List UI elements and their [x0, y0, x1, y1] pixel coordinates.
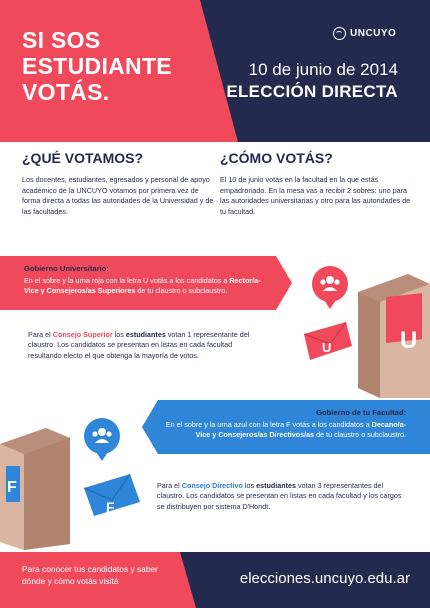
header-banner — [0, 0, 430, 142]
election-type: ELECCIÓN DIRECTA — [226, 82, 398, 101]
election-website-link[interactable]: elecciones.uncuyo.edu.ar — [239, 570, 410, 587]
hero-line-3: VOTÁS. — [22, 79, 110, 105]
university-candidates: Rector/a-Vice y Consejeros/as Superiores — [24, 276, 261, 295]
what-we-vote-body: Los docentes, estudiantes, egresados y personal de apoyo académico de la UNCUYO votamos por primera vez de forma directa a todas las autoridades de la Universidad y de las facultades. — [22, 175, 214, 216]
desc-text: Para el — [28, 330, 53, 339]
faculty-candidates: Decano/a-Vice y Consejeros/as Directivos/as — [195, 420, 406, 439]
envelope-letter-u: U — [322, 340, 332, 355]
hero-line-2: ESTUDIANTE — [22, 53, 172, 79]
university-government-banner — [0, 256, 276, 310]
faculty-government-banner — [158, 400, 430, 454]
university-government-title: Gobierno Universitario: — [24, 264, 109, 273]
superior-council-description — [28, 330, 260, 361]
ballot-letter-u: U — [400, 327, 418, 354]
logo-text: UNCUYO — [350, 28, 397, 39]
how-you-vote-section — [220, 150, 412, 217]
logo-icon — [333, 27, 346, 40]
hero-line-1: SI SOS — [22, 27, 101, 53]
footer — [0, 552, 430, 608]
envelope-letter-f: F — [106, 499, 115, 515]
desc-text: votan 1 representante del claustro. Los candidatos se presentan en listas en cada facultad resultando electo el que obtenga la mayoría de votos. — [28, 330, 250, 360]
ballot-box-icon — [0, 418, 150, 550]
how-you-vote-body: El 10 de junio votás en la facultad en la que estás empadronado. En la mesa vas a recibir 2 sobres: uno para las autoridades universitarias y otro para las autoridades de tu facultad. — [220, 175, 411, 216]
university-banner-text — [24, 264, 274, 296]
students-label: estudiantes — [256, 481, 297, 490]
how-you-vote-heading: ¿CÓMO VOTÁS? — [220, 150, 333, 166]
directive-council-description — [157, 481, 407, 512]
faculty-text-a: En el sobre y la urna azul con la letra F votás a los candidatos a — [165, 420, 372, 429]
desc-text: Para el — [157, 481, 182, 490]
directive-council-label: Consejo Directivo — [181, 481, 243, 490]
university-banner-arrow — [276, 256, 292, 310]
desc-text: los — [112, 330, 126, 339]
faculty-text-b: de tu claustro o subclaustro. — [314, 430, 406, 439]
what-we-vote-section — [22, 150, 214, 217]
uncuyo-logo — [333, 27, 396, 40]
desc-text: los — [242, 481, 257, 490]
students-label: estudiantes — [125, 330, 166, 339]
faculty-banner-text — [156, 408, 406, 440]
university-text-a: En el sobre y la urna roja con la letra U votás a los candidatos a — [24, 276, 230, 285]
ballot-letter-f: F — [7, 479, 17, 496]
ballot-box-icon — [300, 262, 430, 402]
faculty-government-title: Gobierno de tu Facultad: — [316, 408, 406, 417]
election-date: 10 de junio de 2014 — [248, 60, 398, 79]
desc-text: votan 3 representantes del claustro. Los candidatos se presentan en listas en cada facultad y los cargos se distribuyen por sistema D'Hondt. — [157, 481, 402, 511]
university-text-b: de tu claustro o subclaustro. — [135, 286, 228, 295]
superior-council-label: Consejo Superior — [52, 330, 113, 339]
what-we-vote-heading: ¿QUÉ VOTAMOS? — [22, 150, 144, 166]
footer-call-to-action: Para conocer tus candidatos y saber dónde y cómo votás visitá — [22, 564, 158, 586]
